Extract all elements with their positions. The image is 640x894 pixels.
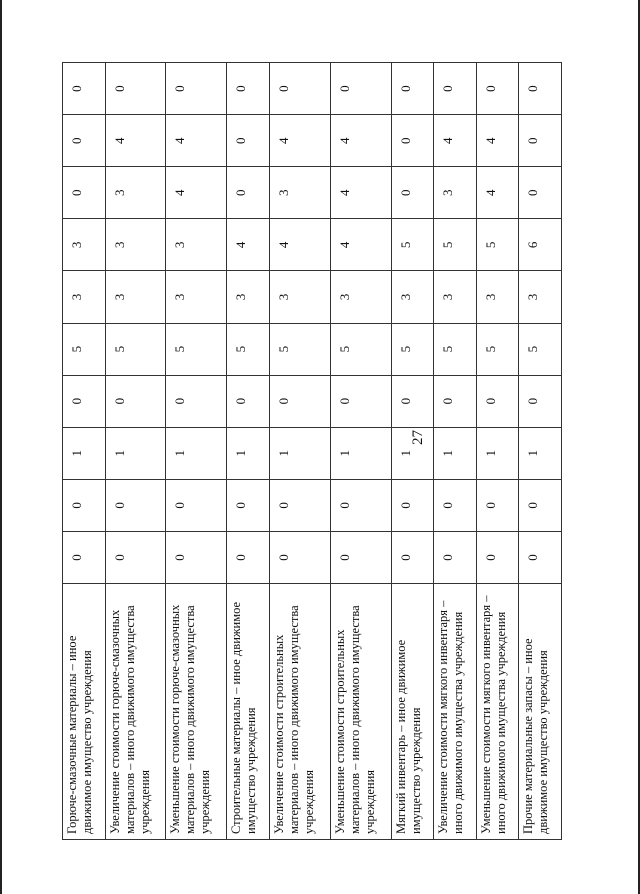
code-digit-cell: 1 xyxy=(519,427,562,479)
code-digit-cell: 0 xyxy=(105,531,166,583)
table-body xyxy=(63,63,562,840)
code-digit-cell: 0 xyxy=(227,167,270,219)
table-row xyxy=(269,63,330,840)
code-digit-cell: 0 xyxy=(476,531,519,583)
code-digit-cell: 1 xyxy=(63,427,106,479)
row-label: Горюче-смазочные материалы – иное движимое имущество учреждения xyxy=(63,584,106,840)
code-digit-cell: 0 xyxy=(269,479,330,531)
code-digit-cell: 1 xyxy=(434,427,477,479)
table-row xyxy=(391,63,434,840)
code-digit-cell: 4 xyxy=(330,115,391,167)
code-digit-cell: 0 xyxy=(63,375,106,427)
page-number: 27 xyxy=(410,430,426,445)
code-digit-cell: 0 xyxy=(391,115,434,167)
code-digit-cell: 4 xyxy=(105,115,166,167)
code-digit-cell: 5 xyxy=(269,323,330,375)
code-digit-cell: 5 xyxy=(434,323,477,375)
code-digit-cell: 0 xyxy=(63,531,106,583)
code-digit-cell: 4 xyxy=(476,167,519,219)
code-digit-cell: 1 xyxy=(227,427,270,479)
code-digit-cell: 0 xyxy=(434,479,477,531)
code-digit-cell: 5 xyxy=(227,323,270,375)
table-row xyxy=(105,63,166,840)
code-digit-cell: 0 xyxy=(330,531,391,583)
code-digit-cell: 0 xyxy=(519,479,562,531)
code-digit-cell: 0 xyxy=(63,115,106,167)
code-digit-cell: 3 xyxy=(105,167,166,219)
code-digit-cell: 1 xyxy=(166,427,227,479)
code-digit-cell: 0 xyxy=(391,531,434,583)
code-digit-cell: 0 xyxy=(105,375,166,427)
code-digit-cell: 0 xyxy=(391,63,434,115)
code-digit-cell: 0 xyxy=(227,375,270,427)
code-digit-cell: 3 xyxy=(166,271,227,323)
code-digit-cell: 5 xyxy=(166,323,227,375)
row-label: Строительные материалы – иное движимое имущество учреждения xyxy=(227,584,270,840)
code-digit-cell: 3 xyxy=(269,167,330,219)
code-digit-cell: 0 xyxy=(227,479,270,531)
code-digit-cell: 3 xyxy=(63,271,106,323)
code-digit-cell: 3 xyxy=(105,271,166,323)
code-digit-cell: 1 xyxy=(269,427,330,479)
row-label: Увеличение стоимости мягкого инвентаря – иного движимого имущества учреждения xyxy=(434,584,477,840)
code-digit-cell: 4 xyxy=(434,115,477,167)
code-digit-cell: 4 xyxy=(269,219,330,271)
table-row xyxy=(330,63,391,840)
table-row xyxy=(227,63,270,840)
code-digit-cell: 3 xyxy=(269,271,330,323)
code-digit-cell: 4 xyxy=(330,219,391,271)
code-digit-cell: 0 xyxy=(476,375,519,427)
code-digit-cell: 1 xyxy=(105,427,166,479)
code-digit-cell: 0 xyxy=(519,115,562,167)
code-digit-cell: 0 xyxy=(63,63,106,115)
table-row xyxy=(434,63,477,840)
code-digit-cell: 0 xyxy=(434,531,477,583)
accounts-table xyxy=(62,62,562,840)
code-digit-cell: 4 xyxy=(269,115,330,167)
rotated-table-container xyxy=(62,62,562,840)
code-digit-cell: 3 xyxy=(227,271,270,323)
row-label: Мягкий инвентарь – иное движимое имущество учреждения xyxy=(391,584,434,840)
code-digit-cell: 0 xyxy=(105,479,166,531)
row-label: Уменьшение стоимости строительных материалов – иного движимого имущества учреждения xyxy=(330,584,391,840)
code-digit-cell: 3 xyxy=(330,271,391,323)
code-digit-cell: 4 xyxy=(476,115,519,167)
code-digit-cell: 0 xyxy=(519,63,562,115)
code-digit-cell: 0 xyxy=(63,479,106,531)
table-row xyxy=(476,63,519,840)
row-label: Уменьшение стоимости мягкого инвентаря – иного движимого имущества учреждения xyxy=(476,584,519,840)
code-digit-cell: 0 xyxy=(227,63,270,115)
code-digit-cell: 0 xyxy=(330,479,391,531)
code-digit-cell: 5 xyxy=(519,323,562,375)
code-digit-cell: 1 xyxy=(391,427,434,479)
code-digit-cell: 0 xyxy=(269,531,330,583)
code-digit-cell: 0 xyxy=(166,375,227,427)
code-digit-cell: 5 xyxy=(63,323,106,375)
code-digit-cell: 5 xyxy=(391,219,434,271)
code-digit-cell: 4 xyxy=(166,115,227,167)
row-label: Увеличение стоимости строительных материалов – иного движимого имущества учреждения xyxy=(269,584,330,840)
code-digit-cell: 0 xyxy=(434,63,477,115)
code-digit-cell: 3 xyxy=(519,271,562,323)
row-label: Прочие материальные запасы – иное движимое имущество учреждения xyxy=(519,584,562,840)
code-digit-cell: 3 xyxy=(434,271,477,323)
code-digit-cell: 0 xyxy=(63,167,106,219)
code-digit-cell: 0 xyxy=(391,479,434,531)
code-digit-cell: 0 xyxy=(519,531,562,583)
code-digit-cell: 5 xyxy=(476,323,519,375)
code-digit-cell: 0 xyxy=(227,115,270,167)
code-digit-cell: 3 xyxy=(476,271,519,323)
code-digit-cell: 0 xyxy=(166,531,227,583)
code-digit-cell: 5 xyxy=(105,323,166,375)
code-digit-cell: 0 xyxy=(330,375,391,427)
table-row xyxy=(63,63,106,840)
code-digit-cell: 3 xyxy=(391,271,434,323)
code-digit-cell: 0 xyxy=(166,479,227,531)
code-digit-cell: 3 xyxy=(63,219,106,271)
code-digit-cell: 0 xyxy=(269,63,330,115)
code-digit-cell: 5 xyxy=(330,323,391,375)
row-label: Уменьшение стоимости горюче-смазочных материалов – иного движимого имущества учреждения xyxy=(166,584,227,840)
code-digit-cell: 0 xyxy=(519,167,562,219)
code-digit-cell: 0 xyxy=(269,375,330,427)
code-digit-cell: 3 xyxy=(434,167,477,219)
code-digit-cell: 0 xyxy=(476,479,519,531)
row-label: Увеличение стоимости горюче-смазочных материалов – иного движимого имущества учреждения xyxy=(105,584,166,840)
table-row xyxy=(519,63,562,840)
code-digit-cell: 3 xyxy=(166,219,227,271)
code-digit-cell: 5 xyxy=(391,323,434,375)
code-digit-cell: 4 xyxy=(227,219,270,271)
code-digit-cell: 4 xyxy=(330,167,391,219)
code-digit-cell: 0 xyxy=(105,63,166,115)
code-digit-cell: 1 xyxy=(330,427,391,479)
code-digit-cell: 0 xyxy=(519,375,562,427)
code-digit-cell: 0 xyxy=(391,167,434,219)
code-digit-cell: 0 xyxy=(476,63,519,115)
code-digit-cell: 5 xyxy=(476,219,519,271)
code-digit-cell: 4 xyxy=(166,167,227,219)
code-digit-cell: 0 xyxy=(330,63,391,115)
code-digit-cell: 0 xyxy=(434,375,477,427)
table-row xyxy=(166,63,227,840)
code-digit-cell: 3 xyxy=(105,219,166,271)
code-digit-cell: 0 xyxy=(391,375,434,427)
code-digit-cell: 0 xyxy=(166,63,227,115)
code-digit-cell: 5 xyxy=(434,219,477,271)
code-digit-cell: 6 xyxy=(519,219,562,271)
code-digit-cell: 1 xyxy=(476,427,519,479)
code-digit-cell: 0 xyxy=(227,531,270,583)
